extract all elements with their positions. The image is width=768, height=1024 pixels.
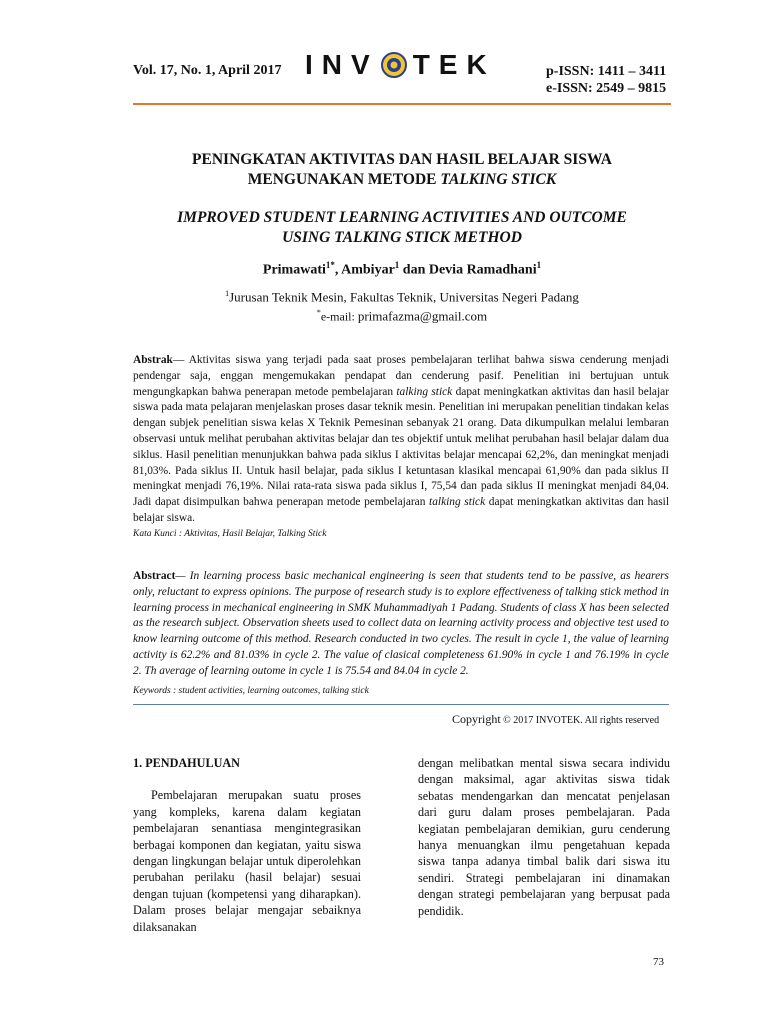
journal-logo <box>305 49 496 81</box>
copyright-notice: Copyright © 2017 INVOTEK. All rights reserved <box>452 712 660 726</box>
affiliation: $^1$Jurusan Teknik Mesin, Fakultas Teknik, Universitas Negeri Padang *e-mail: primafazma@gmail.com <box>225 289 579 324</box>
title-id-line2: MENGUNAKAN METODE TALKING STICK <box>247 171 557 188</box>
logo-text-right: TEK <box>412 49 496 80</box>
logo-text-left: INV <box>305 49 379 80</box>
title-english <box>133 208 671 248</box>
section-heading: 1. PENDAHULUAN <box>133 756 240 770</box>
author-email[interactable]: primafazma@gmail.com <box>357 308 488 324</box>
copyright-divider <box>133 704 669 705</box>
title-en-line2: USING TALKING STICK METHOD <box>282 229 522 246</box>
title-id-line1: PENINGKATAN AKTIVITAS DAN HASIL BELAJAR SISWA <box>192 151 612 168</box>
page-number: 73 <box>653 956 664 968</box>
kata-kunci: Kata Kunci : Aktivitas, Hasil Belajar, Talking Stick <box>133 529 327 539</box>
abstrak-paragraph: Abstrak— Aktivitas siswa yang terjadi pada saat proses pembelajaran terlihat bahwa siswa cenderung menjadi pendengar saja, enggan mengemukakan pendapat dan cenderung pasif. Penelitian ini bertujuan untuk mengungkapkan bahwa penerapan metode pembelajaran talking stick dapat meningkatkan aktivitas dan hasil belajar siswa pada mata pelajaran menjelaskan proses dasar teknik mesin. Penelitian ini merupakan penelitian tindakan kelas dengan subjek penelitian siswa kelas X Teknik Pemesinan sebanyak 21 orang. Data dikumpulkan melalui lembaran observasi untuk melihat perubahan aktivitas belajar dan tes objektif untuk melihat perubahan hasil belajar dalam dua siklus. Hasil penelitian menunjukkan bahwa pada siklus I aktivitas belajar mencapai 62,2%, dan meningkat menjadi 81,03%. Pada siklus II. Untuk hasil belajar, pada siklus I ketuntasan klasikal mencapai 61,90% dan pada siklus II meningkat menjadi 76,19%. Nilai rata-rata siswa pada siklus I, 75,54 dan pada siklus II meningkat menjadi 84,04. Jadi dapat disimpulkan bahwa penerapan metode pembelajaran talking stick dapat meningkatkan aktivitas dan hasil belajar siswa. <box>133 354 669 524</box>
body-column-right <box>418 755 670 919</box>
intro-paragraph-right: dengan melibatkan mental siswa secara individu dengan maksimal, agar aktivitas siswa tidak sebatas mendengarkan dan mencatat penjelasan dari guru dalam proses pembelajaran. Pada kegiatan pembelajaran demikian, guru cenderung hanya menuangkan ilmu pengetahuan kepada siswa tanpa adanya timbal balik dari siswa itu sendiri. Strategi pembelajaran ini dinamakan dengan strategi pembelajaran yang berpusat pada pendidik. <box>418 756 670 918</box>
intro-paragraph-left: Pembelajaran merupakan suatu proses yang kompleks, karena dalam kegiatan pembelajaran senantiasa mengintegrasikan berbagai komponen dan kegiatan, yaitu siswa dengan lingkungan belajar untuk diperolehkan perubahan perilaku (hasil belajar) sesuai dengan tujuan (kompetensi yang diharapkan). Dalam proses belajar mengajar sebaiknya dilaksanakan <box>133 788 361 934</box>
e-issn: e-ISSN: 2549 – 9815 <box>546 81 667 96</box>
title-en-line1: IMPROVED STUDENT LEARNING ACTIVITIES AND OUTCOME <box>177 209 627 226</box>
body-column-left <box>133 755 361 935</box>
university-seal-icon <box>381 52 407 78</box>
p-issn: p-ISSN: 1411 – 3411 <box>546 64 667 79</box>
volume-info: Vol. 17, No. 1, April 2017 <box>133 63 282 78</box>
abstract-paragraph: Abstract— In learning process basic mechanical engineering is seen that students tend to be passive, as hearers only, reluctant to express opinions. The purpose of research study is to explore effectiveness of talking stick method in learning process in mechanical engineering in SMK Muhammadiyah 1 Padang. Students of class X has been selected as the research subject. Observation sheets used to collect data on learning activity process and objective test used to know learning outcome of this method. Research conducted in two cycles. The result in cycle 1, the value of learning activity is 62.2% and 81.03% in cycle 2. The value of clasical completeness 61.90% in cycle 1 and 76.19% in cycle 2. Th average of learning outome in cycle 1 is 75.54 and 84.04 in cycle 2. <box>133 570 669 677</box>
header-divider <box>133 103 671 105</box>
issn-block <box>546 63 666 97</box>
keywords: Keywords : student activities, learning outcomes, talking stick <box>133 686 369 696</box>
title-indonesian <box>133 150 671 190</box>
author-list: Primawati$^{1*}$, Ambiyar$^1$ dan Devia Ramadhani$^1$ <box>262 260 542 278</box>
